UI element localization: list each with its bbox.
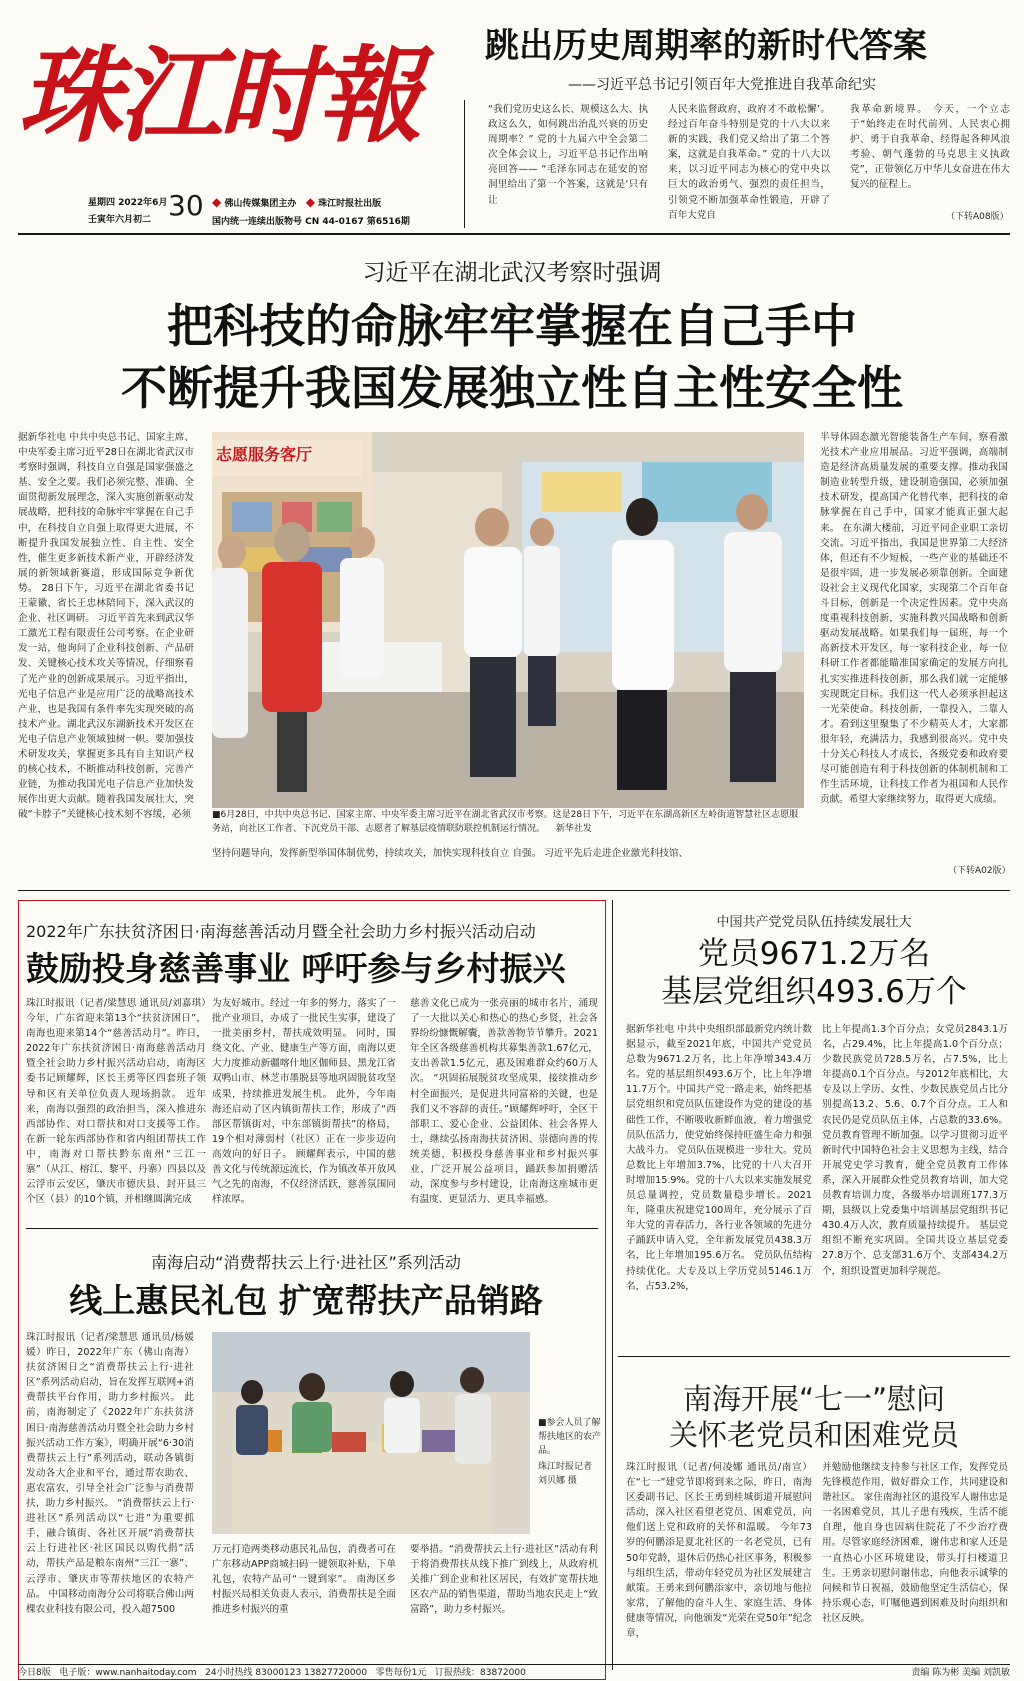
zjsb-logo-icon: ◆	[305, 195, 316, 209]
lead-kicker: 习近平在湖北武汉考察时强调	[362, 260, 662, 286]
consumption-caption-text: ■参会人员了解帮扶地区的农产品。	[538, 1418, 602, 1456]
elderly-headline-2: 关怀老党员和困难党员	[668, 1418, 959, 1452]
elderly-headline-1: 南海开展“七一”慰问	[682, 1382, 946, 1416]
serial-number: 国内统一连续出版物号 CN 44-0167 第6516期	[212, 217, 410, 227]
consumption-col2: 万元打造两类移动惠民礼品包，消费者可在广东移动APP商城扫码一键领取补贴，下单礼包，农特产品可“一键到家”。 南海区乡村振兴局相关负责人表示，消费帮扶是全面推进乡村振兴的重	[212, 1544, 396, 1616]
footer-bar	[18, 1666, 1010, 1680]
party-kicker: 中国共产党党员队伍持续发展壮大	[716, 915, 912, 930]
footer-hotline: 24小时热线 83000123 13827720000	[205, 1668, 368, 1678]
lead-photo-scene	[212, 432, 804, 808]
consumption-col3: 要举措。“消费帮扶云上行·进社区”活动有利于将消费帮扶从线下推广到线上，从政府机关推广到企业和社区居民，有效扩宽帮扶地区农产品的销售渠道，帮助当地农民走上“致富路”，助力乡村振兴。	[410, 1544, 598, 1616]
masthead-bottom-rule	[18, 233, 1010, 235]
elderly-col1: 珠江时报讯（记者/何凌娜 通讯员/南宣）在“七一”建党节即将到来之际，昨日，南海区委副书记、区长王勇到桂城街道开展慰问活动，深入社区看望老党员、困难党员，向他们送上党和政府的关怀和温暖。 今年73岁的何鹏添是夏北社区的一名老党员，已有50年党龄，退休后仍热心社区事务，积极参与组织生活，带动年轻党员为社区发展建言献策。王勇来到何鹏添家中，亲切地与他拉家常，了解他的奋斗人生、家庭生活、身体健康等情况，向他颁发“光荣在党50年”纪念章，	[626, 1462, 812, 1640]
top-story-title: 跳出历史周期率的新时代答案	[485, 26, 927, 66]
consumption-kicker: 南海启动“消费帮扶云上行·进社区”系列活动	[151, 1253, 461, 1272]
charity-headline: 鼓励投身慈善事业 呼吁参与乡村振兴	[26, 949, 566, 988]
footer-pages: 今日8版	[18, 1668, 51, 1678]
sponsor-line	[212, 195, 381, 209]
charity-col2: 为友好城市。经过一年多的努力，落实了一批产业项目，办成了一批民生实事，建设了一批美丽乡村，帮扶成效明显。 同时，围绕文化、产业、健康生产等方面，南海以更大力度推动新疆喀什地区伽师县、黑龙江省双鸭山市、林芝市墨脱县等地巩固脱贫攻坚成果，持续推进发展生机。 此外，今年南海还启动了区内镇街帮扶工作，形成了“西部区帮镇街对，中东部镇街帮扶”的格局，19个相对薄弱村（社区）正在一步步迈向高效向的好日子。 顾耀辉表示，中国的慈善文化与传统源远流长，作为镇改革开放风气之先的南海，不仅经济活跃，慈善氛围同样浓厚。	[212, 998, 396, 1206]
masthead-vrule	[464, 100, 465, 228]
charity-col3: 慈善文化已成为一张亮丽的城市名片，涌现了一大批以关心和热心的热心乡贤，社会各界纷纷慷慨解囊，善款善物节节攀升。2021年全区各级慈善机构共募集善款1.67亿元，支出善款1.5亿元，惠及困难群众约60万人次。 “巩固拓展脱贫攻坚成果，接续推动乡村全面振兴，是促进共同富裕的关键，也是我们义不容辞的责任。”顾耀辉呼吁，全区干部职工、爱心企业、公益团体、社会各界人士，继续弘扬南海扶贫济困、崇德向善的传统美德，积极投身慈善事业和乡村振兴事业，广泛开展公益项目，踊跃参加捐赠活动，深度参与乡村建设，让南海这座城市更有温度、更显活力、更具幸福感。	[410, 998, 598, 1206]
consumption-photo	[212, 1332, 530, 1534]
footer-order: 订报热线：83872000	[435, 1668, 526, 1678]
lead-bottom-rule	[18, 890, 1010, 891]
lead-col2: 坚持问题导向，发挥新型举国体制优势，持续攻关，加快实现科技自立 自强。 习近平先后走进企业激光科技馆、	[212, 848, 689, 859]
top-story-col2: 人民来监督政府，政府才不敢松懈’。经过百年奋斗特别是党的十八大以来新的实践，我们党又给出了第二个答案，这就是自我革命。” 党的十八大以来，以习近平同志为核心的党中央以巨大的政治勇气、强烈的责任担当，引领党不断加强革命性锻造，开辟了百年大党自	[668, 104, 830, 221]
party-bottom-rule	[618, 1356, 1010, 1357]
party-col2: 比上年提高1.3个百分点；女党员2843.1万名，占29.4%，比上年提高1.0个百分点；少数民族党员728.5万名，占7.5%，比上年提高0.1个百分点。与2012年底相比，大专及以上学历、女性、少数民族党员占比分别提高13.2、5.6、0.7个百分点。工人和农民仍是党员队伍主体，占总数的33.6%。 党员教育管理不断加强。以学习贯彻习近平新时代中国特色社会主义思想为主线，结合开展党史学习教育，健全党员教育工作体系，深入开展群众性党员教育培训，加大党员教育培训力度，各级举办培训班177.3万期，县级以上党委集中培训基层党组织书记430.4万人次，教育质量持续提升。 基层党组织不断充实巩固。全国共设立基层党委27.8万个、总支部31.6万个、支部434.2万个，组织设置更加科学规范。	[822, 1024, 1008, 1277]
footer-price: 零售每份1元	[375, 1668, 427, 1678]
lead-col1: 据新华社电 中共中央总书记、国家主席、中央军委主席习近平28日在湖北省武汉市考察时强调，科技自立自强是国家强盛之基、安全之要。我们必须完整、准确、全面贯彻新发展理念，深入实施创新驱动发展战略，把科技的命脉牢牢掌握在自己手中，在科技自立自强上取得更大进展，不断提升我国发展独立性、自主性、安全性，催生更多新技术新产业，开辟经济发展的新领域新赛道，形成国际竞争新优势。 28日下午，习近平在湖北省委书记王蒙徽、省长王忠林陪同下，深入武汉的企业、社区调研。 习近平首先来到武汉华工激光工程有限责任公司考察。在企业研发一站，他询问了企业科技创新、产品研发、关键核心技术攻关等情况，仔细察看了光产业的创新成果展示。习近平指出，光电子信息产业是应用广泛的战略高技术产业，也是我国有条件率先实现突破的高技术产业。湖北武汉东湖新技术开发区在光电子信息产业领域独树一帜。要加强技术研发攻关，掌握更多具有自主知识产权的核心技术，不断推动科技创新，完善产业链，为推动我国光电子信息产业加快发展作出更大贡献。随着我国发展壮大，突破“卡脖子”关键核心技术刻不容缓，必须	[18, 432, 194, 821]
footer-rule	[18, 1664, 1010, 1665]
date-day: 30	[168, 189, 204, 222]
masthead-date	[88, 195, 167, 225]
consumption-photo-scene	[212, 1332, 530, 1534]
fmg-logo-icon: ◆	[212, 195, 222, 209]
charity-kicker: 2022年广东扶贫济困日·南海慈善活动月暨全社会助力乡村振兴活动启动	[26, 922, 536, 941]
consumption-photo-caption	[538, 1416, 602, 1488]
logo-text: 珠江时報	[18, 34, 419, 157]
masthead-logo	[18, 26, 458, 176]
top-story-subtitle: ——习近平总书记引领百年大党推进自我革命纪实	[568, 77, 876, 93]
lead-photo-credit: 新华社发	[555, 824, 592, 834]
lead-photo-caption	[212, 808, 804, 838]
top-story-col1: “我们党历史这么长、规模这么大、执政这么久，如何跳出治乱兴衰的历史周期率？” 党的十九届六中全会第二次全体会议上，习近平总书记作出响亮回答—— “毛泽东同志在延安的窑洞里给出了第一个答案，这就是‘只有让	[488, 104, 648, 206]
party-col1: 据新华社电 中共中央组织部最新党内统计数据显示，截至2021年底，中国共产党党员总数为9671.2万名，比上年净增343.4万名。党的基层组织493.6万个，比上年净增11.7万个。中国共产党一路走来，始终把基层党组织和党员队伍建设作为党的建设的基础性工作，不断吸收新鲜血液，着力增强党员队伍活力，使党始终保持旺盛生命力和强大战斗力。 党员队伍规模进一步壮大。党员总数比上年增加3.7%，比党的十八大召开时增加15.9%。党的十八大以来实施发展党员总量调控，党员数量稳步增长。2021年，隆重庆祝建党100周年，充分展示了百年大党的青春活力，各行业各领域的先进分子踊跃申请入党，全年新发展党员438.3万名，比上年增加195.6万名。 党员队伍结构持续优化。大专及以上学历党员5146.1万名，占53.2%，	[626, 1024, 812, 1292]
charity-divider	[26, 1228, 598, 1229]
footer-website[interactable]: www.nanhaitoday.com	[95, 1668, 197, 1678]
consumption-col1: 珠江时报讯（记者/梁慧思 通讯员/杨媛媛）昨日，2022年广东（佛山南海）扶贫济困日之“消费帮扶云上行·进社区”系列活动启动，旨在发挥互联网+消费帮扶平台作用，助力乡村振兴。 此前，南海制定了《2022年广东扶贫济困日·南海慈善活动月暨全社会助力乡村振兴活动工作方案》，明确开展“6·30消费帮扶云上行”系列活动，联动各镇街发动各大企业和平台，通过帮农助农、惠农富农，引导全社会广泛参与消费帮扶，助力乡村振兴。 “消费帮扶云上行·进社区”系列活动以“七进”为重要抓手，融合镇街、各社区开展“消费帮扶云上行进社区·社区国民以购代捐”活动，帮扶产品是粮东南州“三江一寨”、云浮市、肇庆市等帮扶地区的农特产品。 中国移动南海分公司将联合佛山两棵农业科技有限公司，投入超7500	[26, 1332, 194, 1615]
footer-epaper-label: 电子版：	[59, 1668, 96, 1678]
party-headline-2: 基层党组织493.6万个	[661, 974, 967, 1010]
lead-headline-2: 不断提升我国发展独立性自主性安全性	[121, 361, 903, 415]
lead-jump: （下转A02版）	[948, 866, 1011, 876]
footer-editors: 责编 陈为彬 美编 刘凯敏	[911, 1668, 1010, 1678]
elderly-col2: 并勉励他继续支持参与社区工作，发挥党员先锋模范作用，做好群众工作，共同建设和谐社区。 家住南海社区的退役军人谢伟忠是一名困难党员，其儿子患有残疾，生活不能自理，他自身也因病住院花了不少治疗费用。尽管家庭经济困难，谢伟忠和家人还是一直热心小区环境建设，带头打扫楼道卫生。王勇亲切慰问谢伟忠，向他表示诚挚的问候和节日祝福，鼓励他坚定生活信心，保持乐观心态，叮嘱他遇到困难及时向组织和社区反映。	[822, 1462, 1008, 1624]
lead-headline-1: 把科技的命脉牢牢掌握在自己手中	[167, 299, 857, 353]
date-line: 星期四 2022年6月	[88, 198, 168, 208]
lead-caption-text: ■6月28日，中共中央总书记、国家主席、中央军委主席习近平在湖北省武汉市考察。这是28日下午，习近平在东湖高新区左岭街道智慧社区志愿服务站，向社区工作者、下沉党员干部、志愿者了解基层疫情联防联控机制运行情况。	[212, 810, 799, 834]
consumption-photo-credit: 珠江时报记者 刘贝娜 摄	[538, 1462, 593, 1486]
sponsor-1: 佛山传媒集团主办	[224, 199, 297, 209]
top-story-col3: 我革命新境界。 今天，一个立志于“始终走在时代前列、人民衷心拥护、勇于自我革命、经得起各种风浪考验、朝气蓬勃的马克思主义执政党”，正带领亿万中华儿女奋进在伟大复兴的征程上。	[850, 104, 1010, 191]
lead-col3: 半导体固态激光智能装备生产车间，察看激光技术产业应用展品。习近平强调，高端制造是经济高质量发展的重要支撑。推动我国制造业转型升级，建设制造强国，必须加强技术研发，提高国产化替代率，把科技的命脉掌握在自己手中，国家才能真正强大起来。 在东湖大楼前，习近平同企业职工亲切交流。习近平指出，我国是世界第二大经济体，但还有不少短板，一些产业的基础还不是很牢固，进一步发展必须靠创新。全面建设社会主义现代化国家，实现第二个百年奋斗目标，创新是一个决定性因素。党中央高度重视科技创新，实施科教兴国战略和创新驱动发展战略。如果我们每一届班，每一个高新技术开发区，每一家科技企业，每一位科研工作者都能瞄准国家确定的发展方向扎扎实实推进科技创新，那么我们就一定能够实现既定目标。我们这一代人必须承担起这一光荣使命。科技创新，一靠投入，二靠人才。看到这里聚集了不少精英人才，大家都很年轻，充满活力，我感到很高兴。党中央十分关心科技人才成长，各级党委和政府要尽可能创造有利于科技创新的体制机制和工作生活环境，让科技工作者为祖国和人民作贡献。希望大家继续努力，取得更大成绩。	[820, 432, 1008, 806]
party-headline-1: 党员9671.2万名	[697, 936, 931, 972]
lunar-date: 壬寅年六月初二	[88, 215, 152, 225]
charity-col1: 珠江时报讯（记者/梁慧思 通讯员/刘嘉琪）今年，广东省迎来第13个“扶贫济困日”，南海也迎来第14个“慈善活动月”。昨日，2022年广东扶贫济困日·南海慈善活动月暨全社会助力乡村振兴活动启动，南海区委书记顾耀辉，区长王勇等区四套班子领导和区有关单位负责人现场捐款。 近年来，南海以强烈的政治担当，深入推进东西部协作、对口帮扶和对口支援等工作。在新一轮东西部协作和省内组团帮扶工作中，南海对口帮扶黔东南州“三江一寨”（从江、榕江、黎平、丹寨）四县以及云浮市云安区，肇庆市德庆县、封开县三个区（县）的10个镇，并相继圆满完成	[26, 998, 206, 1206]
column-vrule	[612, 900, 613, 1670]
sponsor-2: 珠江时报社出版	[318, 199, 382, 209]
top-story-jump: （下转A08版）	[946, 212, 1009, 222]
consumption-headline: 线上惠民礼包 扩宽帮扶产品销路	[69, 1281, 543, 1320]
photo-sign: 志愿服务客厅	[216, 445, 313, 464]
lead-photo	[212, 432, 804, 808]
